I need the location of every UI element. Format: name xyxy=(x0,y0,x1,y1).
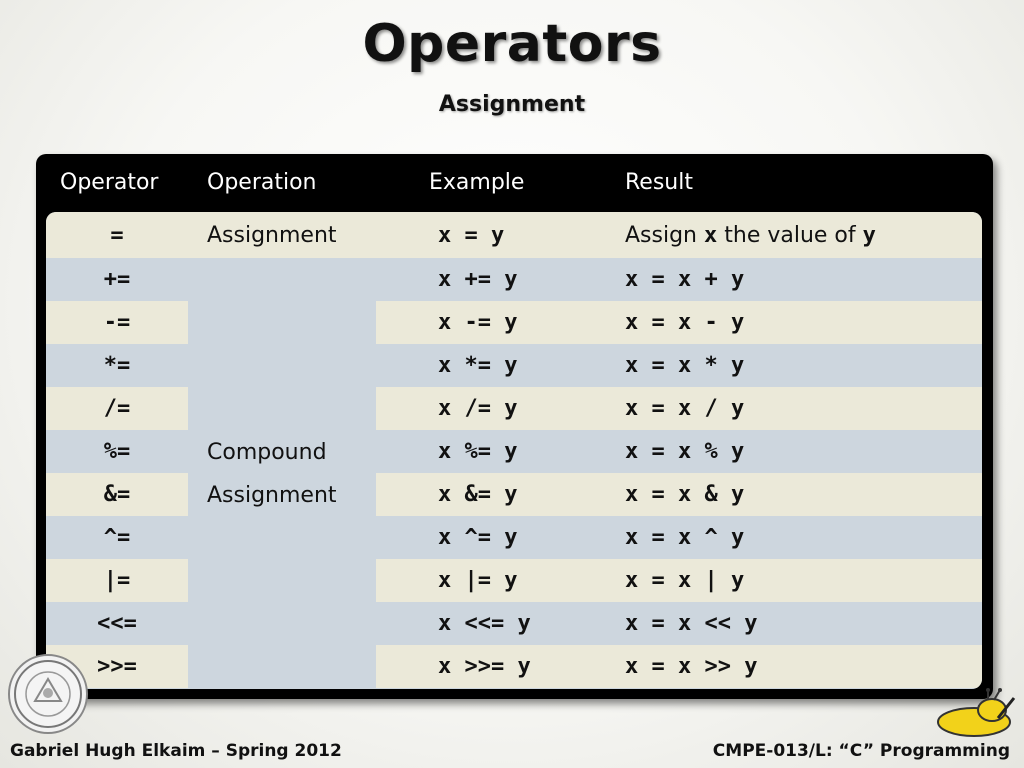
result-cell: x = x << y xyxy=(625,611,758,636)
header-example: Example xyxy=(429,170,525,195)
compound-operation-cell xyxy=(188,258,376,689)
operator-cell: *= xyxy=(103,353,131,378)
result-cell: x = x >> y xyxy=(625,654,758,679)
example-cell: x %= y xyxy=(438,439,518,464)
example-cell: x += y xyxy=(438,267,518,292)
result-cell: x = x ^ y xyxy=(625,525,745,550)
result-cell: x = x * y xyxy=(625,353,745,378)
footer-course: CMPE-013/L: “C” Programming xyxy=(712,741,1010,761)
operators-table-body xyxy=(46,212,982,689)
banana-slug-mascot-icon xyxy=(934,688,1016,740)
result-cell: x = x - y xyxy=(625,310,745,335)
result-var-x: x xyxy=(704,222,718,248)
example-cell: x &= y xyxy=(438,482,518,507)
operator-cell: ^= xyxy=(103,525,131,550)
result-cell: x = x & y xyxy=(625,482,745,507)
example-cell: x /= y xyxy=(438,396,518,421)
slide-subtitle: Assignment xyxy=(438,92,586,117)
university-seal-icon xyxy=(8,654,88,734)
result-cell: x = x % y xyxy=(625,439,745,464)
example-cell: x ^= y xyxy=(438,525,518,550)
result-cell: x = x / y xyxy=(625,396,745,421)
result-text: Assign xyxy=(625,222,704,248)
slide-title: Operators xyxy=(362,14,662,74)
compound-label-line2: Assignment xyxy=(207,483,337,508)
result-cell: x = x | y xyxy=(625,568,745,593)
example-cell: x -= y xyxy=(438,310,518,335)
operation-cell: Assignment xyxy=(207,222,337,248)
operator-cell: += xyxy=(103,267,131,292)
example-cell: x >>= y xyxy=(438,654,531,679)
table-row xyxy=(46,212,982,258)
operator-cell: <<= xyxy=(97,611,137,636)
operator-cell: |= xyxy=(103,568,131,593)
example-cell: x = y xyxy=(438,222,505,248)
operator-cell: /= xyxy=(103,396,131,421)
footer-author: Gabriel Hugh Elkaim – Spring 2012 xyxy=(10,741,342,761)
header-result: Result xyxy=(625,170,693,195)
header-operation: Operation xyxy=(207,170,317,195)
header-operator: Operator xyxy=(60,170,159,195)
compound-label-line1: Compound xyxy=(207,440,327,465)
operator-cell: -= xyxy=(103,310,131,335)
operator-cell: %= xyxy=(103,439,131,464)
result-text: the value of xyxy=(717,222,863,248)
operator-cell: &= xyxy=(103,482,131,507)
result-cell: x = x + y xyxy=(625,267,745,292)
example-cell: x |= y xyxy=(438,568,518,593)
result-var-y: y xyxy=(862,222,876,248)
operator-cell: = xyxy=(110,222,124,248)
example-cell: x <<= y xyxy=(438,611,531,636)
operator-cell: >>= xyxy=(97,654,137,679)
example-cell: x *= y xyxy=(438,353,518,378)
